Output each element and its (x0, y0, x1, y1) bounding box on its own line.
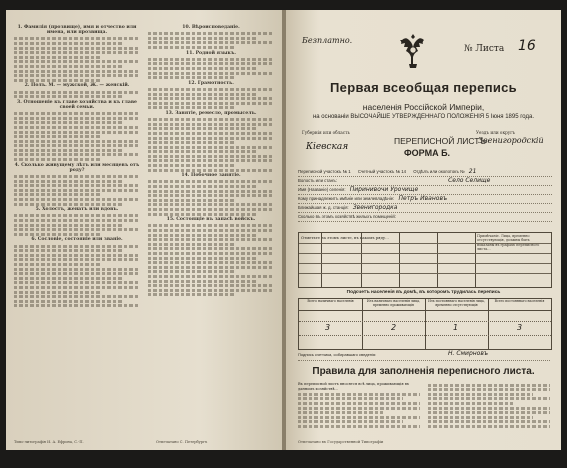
field-label: Отдѣлъ или околотокъ № (413, 169, 465, 174)
text-line (148, 118, 274, 121)
left-heading: 4. Сколько живущему лѣтъ или месяцевъ отъ роду? (14, 162, 140, 173)
text-line (14, 140, 140, 143)
text-line (14, 268, 140, 271)
text-line (14, 193, 102, 196)
text-line (14, 117, 140, 120)
text-line (148, 280, 256, 283)
text-line (148, 164, 236, 167)
left-heading: 14. Побочное занятіе. (181, 173, 241, 179)
gubernia-label: Губернія или область (302, 130, 350, 135)
grid-line (399, 233, 400, 287)
table-cell: 3 (325, 323, 331, 332)
text-line (148, 72, 274, 75)
text-line (14, 189, 140, 192)
rules-column (298, 382, 420, 430)
text-line (428, 416, 533, 419)
text-line (148, 93, 256, 96)
text-line (428, 393, 533, 396)
field-value-handwritten: Пиринивочи Урочище (349, 186, 419, 193)
field-value-handwritten: 21 (468, 168, 477, 175)
text-line (148, 137, 274, 140)
text-line (148, 229, 274, 232)
text-line (14, 214, 140, 217)
text-line (14, 219, 140, 222)
table-header: Изъ постояннаго населенія лица, временно отсутствующія (425, 299, 488, 311)
text-line (428, 407, 550, 410)
text-line (148, 208, 274, 211)
field-value-handwritten: Село Селище (448, 177, 491, 184)
text-line (148, 213, 256, 216)
text-line (148, 289, 274, 292)
text-line (14, 149, 122, 152)
census-subtitle: населенія Россійской Имперіи, (362, 102, 485, 112)
left-heading: 13. Занятіе, ремесло, промыселъ. (165, 110, 257, 116)
sheet-number-label: № Листа (464, 44, 505, 54)
text-line (148, 199, 236, 202)
left-heading: 5. Холостъ, женатъ или вдовъ. (35, 207, 119, 213)
table-line (299, 335, 551, 336)
text-line (148, 146, 274, 149)
text-line (148, 275, 274, 278)
text-line (428, 384, 550, 387)
free-label: Безплатно. (302, 36, 353, 45)
text-line (148, 41, 274, 44)
text-line (148, 150, 256, 153)
form-field-row (298, 168, 552, 177)
rules-text (298, 382, 550, 444)
text-line (148, 97, 274, 100)
field-label: Ближайшая ж. д. станція: (298, 205, 349, 210)
text-line (14, 95, 122, 98)
field-label: Волость или станъ: (298, 178, 337, 183)
left-column-1 (14, 24, 140, 309)
left-column-2 (148, 24, 274, 298)
field-label: Сколько въ этомъ хозяйствѣ жилыхъ помещеній: (298, 214, 396, 219)
table-header: Всего наличнаго населенія (299, 299, 362, 311)
text-line (14, 254, 140, 257)
text-line (148, 88, 274, 91)
text-line (148, 169, 274, 172)
text-line (428, 425, 550, 428)
text-line (148, 293, 236, 296)
text-line (14, 263, 102, 266)
text-line (14, 60, 140, 63)
census-title: Первая всеобщая перепись (330, 80, 517, 95)
text-line (148, 62, 274, 65)
text-line (14, 233, 102, 236)
text-line (14, 224, 122, 227)
text-line (148, 132, 274, 135)
text-line (298, 393, 420, 396)
text-line (148, 257, 256, 260)
signature-line (298, 352, 550, 361)
text-line (14, 203, 122, 206)
form-field-row (298, 177, 552, 186)
text-line (14, 47, 140, 50)
text-line (298, 397, 403, 400)
left-page (6, 10, 284, 450)
text-line (14, 175, 140, 178)
table-header: Всего постояннаго населенія (488, 299, 551, 311)
field-value-handwritten: Петръ Ивановъ (398, 195, 448, 202)
text-line (428, 397, 550, 400)
text-line (428, 388, 550, 391)
form-field-row (298, 213, 552, 222)
field-value-handwritten: Звенигородка (352, 204, 398, 211)
text-line (148, 203, 274, 206)
text-line (148, 46, 236, 49)
text-line (14, 79, 102, 82)
field-label: Кому принадлежитъ имѣніе или землевладѣніе: (298, 196, 395, 201)
left-heading: 1. Фамилія (прозвище), имя и отчество или имена, или прозвища. (17, 25, 137, 36)
text-line (148, 141, 236, 144)
rules-intro: Въ переписной листъ вносятся всѣ лица, проживающія въ данномъ хозяйствѣ… (298, 382, 410, 391)
table-cell: 2 (391, 323, 397, 332)
text-line (14, 184, 140, 187)
text-line (148, 194, 274, 197)
text-line (148, 58, 274, 61)
text-line (14, 91, 140, 94)
text-line (14, 295, 140, 298)
text-line (14, 272, 140, 275)
uezd-label: Уездъ или округъ (476, 130, 516, 135)
list-heading: ПЕРЕПИСНОЙ ЛИСТЪ (394, 136, 487, 146)
field-value: Счетный участокъ № 14 (357, 169, 407, 174)
census-basis: на основаніи ВЫСОЧАЙШЕ УТВЕРЖДЕННАГО ПОЛОЖЕНІЯ 5 Іюня 1895 года. (312, 114, 534, 120)
text-line (148, 261, 274, 264)
text-line (148, 76, 236, 79)
left-heading: 15. Состоящіе въ запасѣ войскъ. (166, 217, 256, 223)
text-line (148, 284, 274, 287)
field-label: Имя (Названіе) селенія: (298, 187, 346, 192)
table-line (425, 299, 426, 349)
text-line (14, 277, 122, 280)
text-line (14, 65, 122, 68)
text-line (148, 155, 274, 158)
population-table-heading: Подсчетъ населенія въ домѣ, въ которомъ трудилась перепись (346, 290, 501, 295)
grid-heading: Отметьте на этомъ листе, въ какомъ ряду… (301, 235, 389, 240)
text-line (14, 56, 102, 59)
text-line (148, 67, 256, 70)
uezd-value: Звенигородскій (478, 136, 544, 145)
left-footer-right: Отпечатано С. Петербургъ (156, 440, 208, 444)
text-line (428, 402, 513, 405)
text-line (14, 153, 140, 156)
text-line (298, 402, 420, 405)
text-line (298, 407, 420, 410)
grid-line (437, 233, 438, 287)
right-page (286, 10, 561, 450)
text-line (14, 180, 122, 183)
left-footer: Типо-литографія И. А. Ефрона, С.-П. (14, 440, 84, 444)
text-line (428, 411, 550, 414)
text-line (148, 238, 274, 241)
rules-title: Правила для заполненія переписного листа. (312, 366, 535, 377)
open-book (6, 4, 561, 462)
text-line (14, 249, 122, 252)
text-line (14, 131, 140, 134)
text-line (148, 266, 274, 269)
left-heading: 12. Грамотность. (188, 80, 234, 86)
table-line (488, 299, 489, 349)
text-line (298, 420, 403, 423)
form-field-row (298, 204, 552, 213)
population-table (298, 298, 552, 350)
field-label: Переписной участокъ № 1 (298, 169, 351, 174)
text-line (14, 112, 140, 115)
rules-column (428, 382, 550, 430)
text-line (148, 247, 274, 250)
table-cell: 1 (453, 323, 459, 332)
note-column: Примѣчаніе. Лица, временно отсутствующія, должны быть показаны въ графахъ переписного листа… (477, 234, 540, 252)
text-line (148, 270, 236, 273)
text-line (148, 243, 236, 246)
text-line (148, 185, 256, 188)
table-line (299, 321, 551, 322)
left-heading: 6. Сословіе, состояніе или званіе. (31, 237, 123, 243)
text-line (148, 123, 274, 126)
right-footer: Отпечатано въ Государственной Типографіи (298, 440, 384, 444)
double-headed-eagle-icon (396, 30, 430, 70)
left-heading: 10. Вѣроисповеданіе. (182, 25, 240, 30)
text-line (14, 245, 140, 248)
text-line (148, 234, 256, 237)
text-line (14, 158, 102, 161)
gubernia-value: Кіевская (306, 142, 349, 152)
table-header: Изъ наличнаго населенія лица, временно проживающія (362, 299, 425, 311)
text-line (298, 411, 383, 414)
text-line (14, 304, 140, 307)
text-line (148, 102, 274, 105)
text-line (148, 252, 274, 255)
text-line (14, 51, 140, 54)
text-line (14, 144, 140, 147)
text-line (298, 425, 420, 428)
left-heading: 2. Полъ. М. — мужской, Ж. — женскій. (24, 83, 130, 89)
text-line (14, 42, 122, 45)
sheet-number-handwritten: 16 (518, 38, 536, 54)
left-heading: 11. Родной языкъ. (186, 50, 236, 56)
text-line (14, 126, 140, 129)
text-line (14, 37, 140, 40)
text-line (14, 228, 140, 231)
text-line (14, 70, 140, 73)
text-line (14, 291, 102, 294)
signature-label: Подпись счетчика, собиравшаго сведенія: (298, 352, 377, 357)
form-field-row (298, 186, 552, 195)
left-heading: 3. Отношеніе къ главе хозяйства и къ главе своей семьи. (17, 99, 137, 110)
text-line (148, 159, 274, 162)
text-line (14, 198, 140, 201)
form-fields (298, 168, 552, 222)
form-header (296, 126, 552, 166)
table-cell: 3 (517, 323, 523, 332)
signature-value: Н. Смирновъ (448, 350, 489, 357)
text-line (14, 135, 102, 138)
table-line (362, 299, 363, 349)
text-line (148, 127, 256, 130)
text-line (14, 281, 140, 284)
text-line (148, 37, 256, 40)
text-line (148, 106, 236, 109)
text-line (148, 32, 274, 35)
text-line (14, 258, 140, 261)
text-line (14, 286, 140, 289)
form-field-row (298, 195, 552, 204)
text-line (148, 190, 274, 193)
text-line (14, 121, 122, 124)
form-label: ФОРМА Б. (404, 148, 451, 158)
text-line (428, 420, 550, 423)
text-line (14, 300, 122, 303)
text-line (148, 224, 274, 227)
text-line (298, 416, 420, 419)
grid-line (361, 233, 362, 287)
text-line (14, 74, 140, 77)
text-line (148, 180, 274, 183)
grid-line (321, 233, 322, 287)
